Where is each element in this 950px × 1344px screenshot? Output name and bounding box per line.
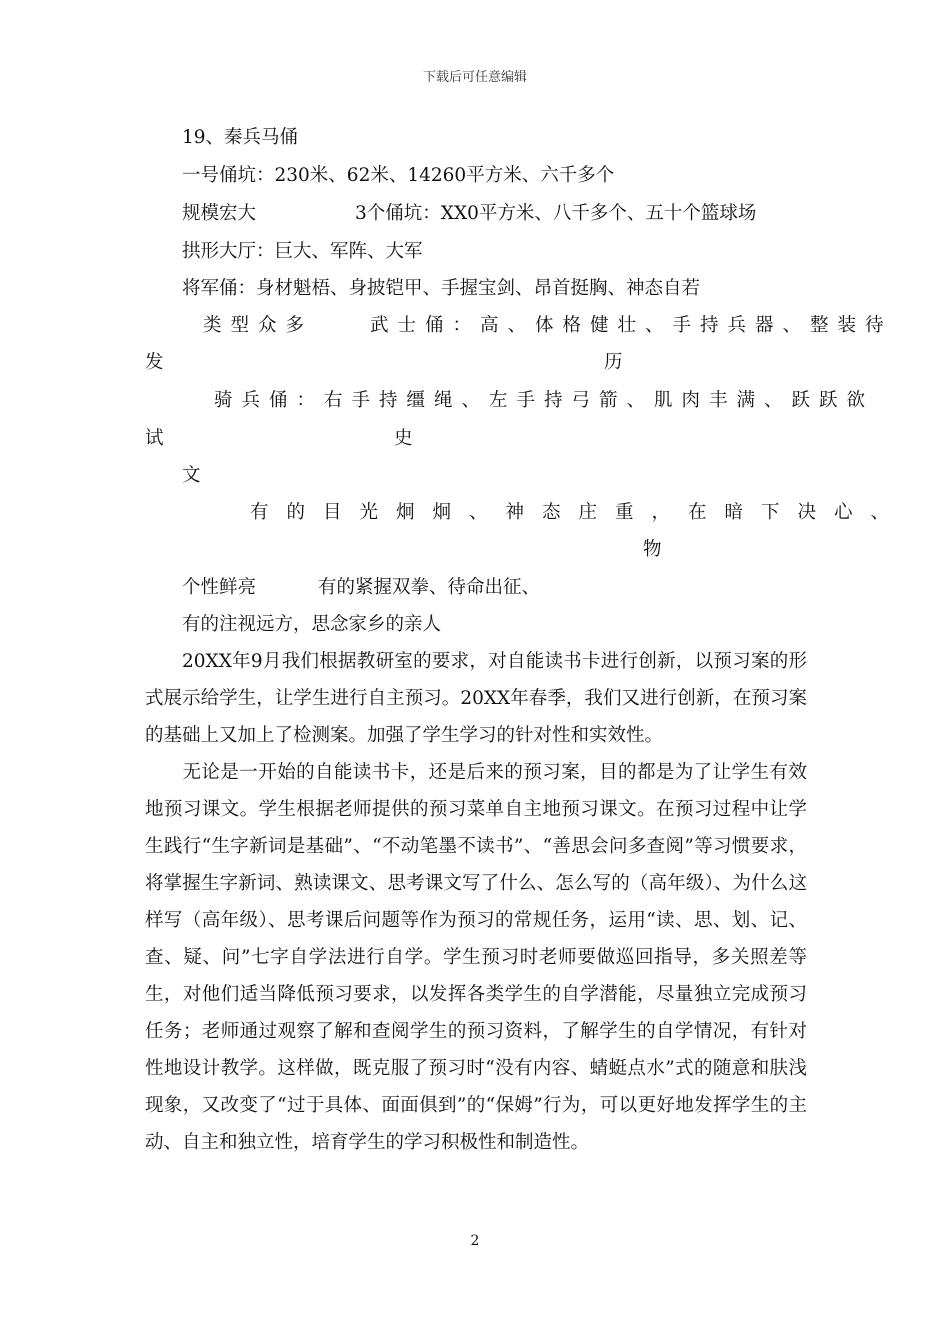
outline-side-label: 历 <box>604 352 623 373</box>
outline-line: 有的注视远方，思念家乡的亲人 <box>182 614 442 635</box>
body-paragraph: 无论是一开始的自能读书卡，还是后来的预习案，目的都是为了让学生有效地预习课文。学生根据老师提供的预习菜单自主地预习课文。在预习过程中让学生践行“生字新词是基础”、“不动笔墨不读书”、“善思会问多查阅”等习惯要求，将掌握生字新词、熟读课文、思考课文写了什么、怎么写的（高年级）、为什么这样写（高年级）、思考课后问题等作为预习的常规任务，运用“读、思、划、记、查、疑、问”七字自学法进行自学。学生预习时老师要做巡回指导，多关照差等生，对他们适当降低预习要求，以发挥各类学生的自学潜能，尽量独立完成预习任务；老师通过观察了解和查阅学生的预习资料，了解学生的自学情况，有针对性地设计教学。这样做，既克服了预习时“没有内容、蜻蜓点水”式的随意和肤浅现象，又改变了“过于具体、面面俱到”的“保姆”行为，可以更好地发挥学生的主动、自主和独立性，培育学生的学习积极性和制造性。 <box>145 762 807 1153</box>
outline-line: 武士俑：高、体格健壮、手持兵器、整装待 <box>370 315 893 336</box>
outline-side-label: 文 <box>182 465 201 486</box>
outline-category-label: 类型众多 <box>203 315 314 336</box>
outline-line: 有的紧握双拳、待命出征、 <box>318 577 541 598</box>
outline-line: 将军俑：身材魁梧、身披铠甲、手握宝剑、昂首挺胸、神态自若 <box>182 278 701 299</box>
page-number: 2 <box>470 1233 480 1249</box>
outline-wrap: 发 <box>145 352 164 373</box>
outline-category-label: 个性鲜亮 <box>182 577 257 598</box>
page-header: 下载后可任意编辑 <box>422 70 527 85</box>
outline-line: 3个俑坑：XX0平方米、八千多个、五十个篮球场 <box>355 203 757 224</box>
outline-line: 拱形大厅：巨大、军阵、大军 <box>182 241 423 262</box>
outline-line: 骑兵俑：右手持缰绳、左手持弓箭、肌肉丰满、跃跃欲 <box>214 390 875 411</box>
lesson-title: 19、秦兵马俑 <box>182 127 299 148</box>
outline-line: 有的目光炯炯、神态庄重，在暗下决心、 <box>250 502 908 523</box>
outline-line: 一号俑坑：230米、62米、14260平方米、六千多个 <box>182 165 615 186</box>
outline-side-label: 物 <box>643 539 662 560</box>
outline-category-label: 规模宏大 <box>182 203 257 224</box>
body-paragraph: 20XX年9月我们根据教研室的要求，对自能读书卡进行创新，以预习案的形式展示给学生，让学生进行自主预习。20XX年春季，我们又进行创新，在预习案的基础上又加上了检测案。加强了学生学习的针对性和实效性。 <box>145 651 807 746</box>
outline-wrap: 试 <box>145 428 164 449</box>
outline-side-label: 史 <box>394 428 413 449</box>
